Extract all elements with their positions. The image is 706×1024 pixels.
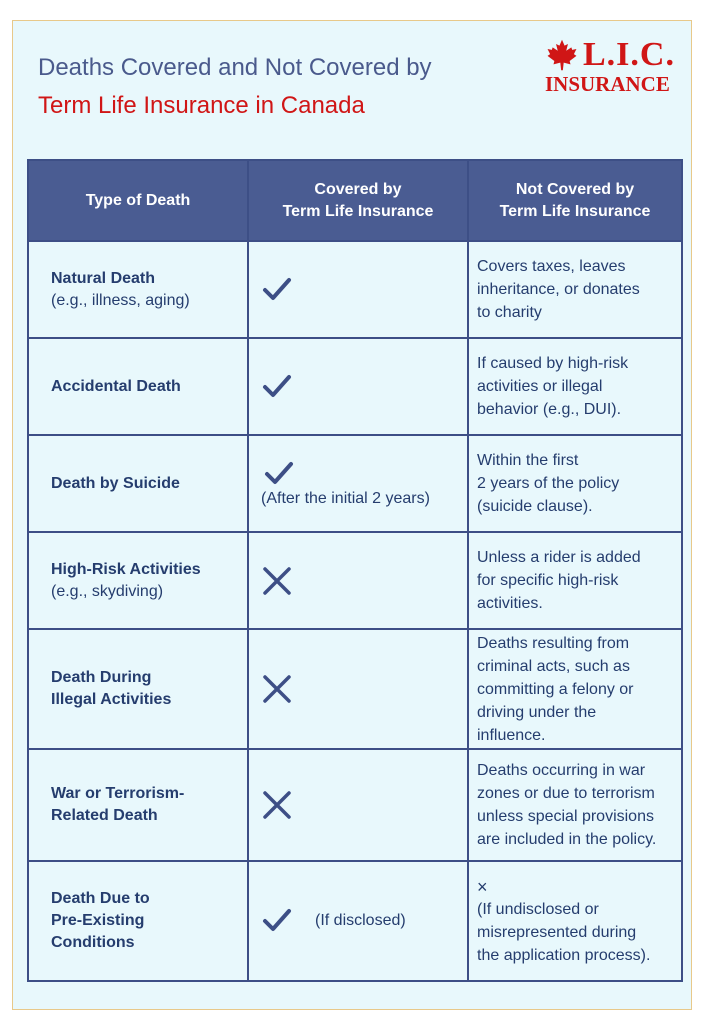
logo-subtitle: INSURANCE [545,72,670,96]
check-icon [261,276,293,304]
death-type-name: Conditions [51,934,135,951]
not-covered-text: driving under the [477,703,597,721]
header-covered: Covered by Term Life Insurance [248,160,468,241]
not-covered-cell [468,629,682,749]
not-covered-text: activities or illegal [477,378,603,395]
check-icon [263,460,295,488]
covered-condition-note: (After the initial 2 years) [261,489,430,507]
covered-condition-note: (If disclosed) [315,912,406,929]
not-covered-text: the application process). [477,946,651,964]
not-covered-text: unless special provisions [477,808,654,825]
cross-icon [261,789,293,821]
not-covered-text: Unless a rider is added [477,549,641,566]
not-covered-text: Within the first [477,452,579,469]
death-type-name: High-Risk Activities [51,560,201,578]
not-covered-text: behavior (e.g., DUI). [477,401,622,418]
table-row [28,629,682,749]
not-covered-text: Deaths occurring in war [477,762,646,779]
death-type-name: Pre-Existing [51,912,145,929]
not-covered-cell [468,338,682,435]
death-type-name: Natural Death [51,269,156,287]
death-type-name: Death During [51,669,152,686]
not-covered-text: 2 years of the policy [477,475,620,492]
header-type-of-death: Type of Death [28,160,248,241]
table-row [28,338,682,435]
covered-cell [248,629,468,749]
not-covered-text: Deaths resulting from [477,634,630,652]
page-title-line1: Deaths Covered and Not Covered by [38,54,432,81]
not-covered-text: influence. [477,726,546,744]
covered-mark-wrap [261,460,466,488]
table-row [28,749,682,861]
death-type-note: (e.g., skydiving) [51,582,164,600]
check-icon [261,907,293,935]
type-of-death-cell [28,629,248,749]
not-covered-text: to charity [477,304,542,321]
cross-icon [261,673,293,705]
not-covered-cell [468,861,682,981]
coverage-table [27,159,683,982]
covered-cell [248,241,468,338]
death-type-name: War or Terrorism- [51,785,185,802]
not-covered-text: activities. [477,595,543,612]
not-covered-cell [468,532,682,629]
not-covered-text: (suicide clause). [477,498,593,515]
header-not-covered: Not Covered by Term Life Insurance [468,160,682,241]
table-row [28,241,682,338]
death-type-name: Accidental Death [51,377,181,395]
type-of-death-cell [28,338,248,435]
not-covered-text: zones or due to terrorism [477,785,655,802]
not-covered-cell [468,749,682,861]
cross-icon: × [477,876,488,897]
not-covered-text: are included in the policy. [477,831,657,848]
cross-icon [261,565,293,597]
table-row [28,861,682,981]
maple-leaf-icon [545,38,579,72]
not-covered-text: committing a felony or [477,680,634,698]
covered-cell [248,532,468,629]
covered-cell [248,435,468,532]
logo-brand: L.I.C. [583,36,675,73]
table-row [28,532,682,629]
table-header-row [28,160,682,241]
not-covered-text: (If undisclosed or [477,900,599,918]
death-type-name: Death Due to [51,890,150,907]
not-covered-cell [468,241,682,338]
death-type-note: (e.g., illness, aging) [51,291,190,309]
type-of-death-cell [28,435,248,532]
check-icon [261,373,293,401]
type-of-death-cell [28,861,248,981]
covered-cell [248,749,468,861]
page-title-line2: Term Life Insurance in Canada [38,92,365,119]
not-covered-text: criminal acts, such as [477,657,630,675]
type-of-death-cell [28,241,248,338]
not-covered-text: misrepresented during [477,923,637,941]
not-covered-text: If caused by high-risk [477,355,629,372]
covered-cell [248,861,468,981]
death-type-name: Illegal Activities [51,691,172,708]
type-of-death-cell [28,532,248,629]
covered-cell [248,338,468,435]
not-covered-text: for specific high-risk [477,572,619,589]
type-of-death-cell [28,749,248,861]
not-covered-cell [468,435,682,532]
table-row [28,435,682,532]
lic-logo [545,36,685,96]
death-type-name: Death by Suicide [51,474,180,492]
death-type-name: Related Death [51,807,158,824]
not-covered-text: inheritance, or donates [477,281,640,298]
not-covered-text: Covers taxes, leaves [477,258,626,275]
